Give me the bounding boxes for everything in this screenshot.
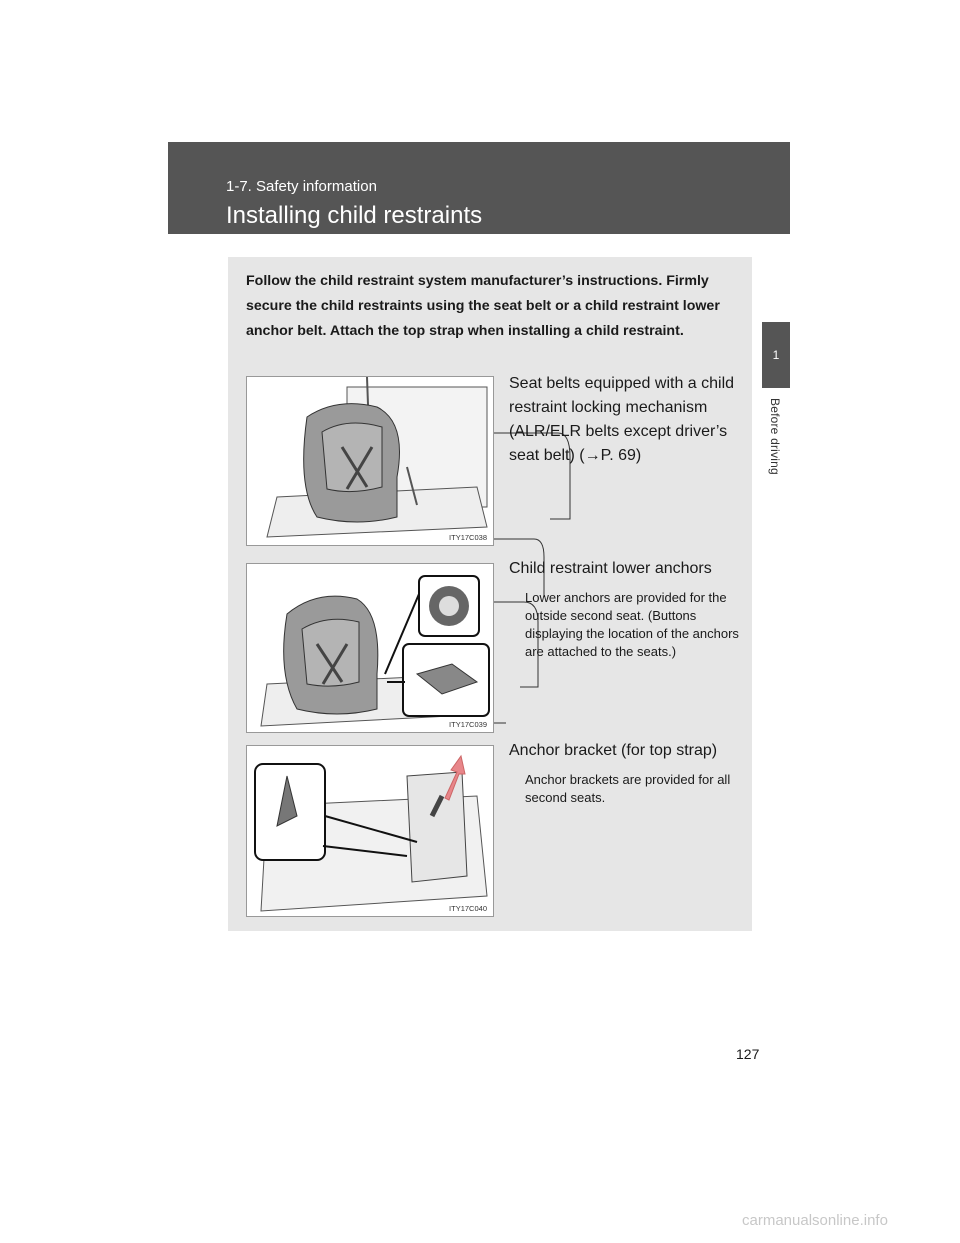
figure-code: ITY17C039 <box>449 720 487 729</box>
chapter-tab[interactable] <box>762 322 790 388</box>
figure-anchor-bracket <box>246 745 494 917</box>
item-title: Anchor bracket (for top strap) <box>509 742 718 759</box>
item-title: Child restraint lower anchors <box>509 560 712 577</box>
item-description: Lower anchors are provided for the outside second seat. (Buttons displaying the location of the anchors are attached to the seats.) <box>525 590 739 659</box>
item-lower-anchors <box>509 557 749 661</box>
site-watermark <box>742 1211 952 1229</box>
chapter-label: Before driving <box>768 398 782 475</box>
section-label: 1-7. Safety information <box>226 178 377 195</box>
item-anchor-bracket <box>509 739 749 807</box>
intro-text: Follow the child restraint system manufacturer’s instructions. Firmly secure the child restraints using the seat belt or a child restraint lower anchor belt. Attach the top strap when installing a child restraint. <box>246 273 720 339</box>
figure-code: ITY17C038 <box>449 533 487 542</box>
item-seat-belt <box>509 372 749 468</box>
chapter-number: 1 <box>772 348 780 362</box>
item-description: Anchor brackets are provided for all second seats. <box>525 772 731 805</box>
anchor-bracket-illustration <box>247 746 493 916</box>
page-number: 127 <box>736 1046 760 1062</box>
page-header <box>168 142 790 234</box>
lower-anchor-illustration <box>247 564 493 732</box>
child-seat-belt-illustration <box>247 377 493 545</box>
figure-lower-anchors <box>246 563 494 733</box>
page-title: Installing child restraints <box>226 202 483 229</box>
content-panel <box>228 257 752 931</box>
watermark-text: carmanualsonline.info <box>742 1212 888 1229</box>
figure-seat-belt <box>246 376 494 546</box>
item-title: Seat belts equipped with a child restraint locking mechanism (ALR/ELR belts except driver’s seat belt) (→P. 69) <box>509 375 735 464</box>
figure-code: ITY17C040 <box>449 904 487 913</box>
